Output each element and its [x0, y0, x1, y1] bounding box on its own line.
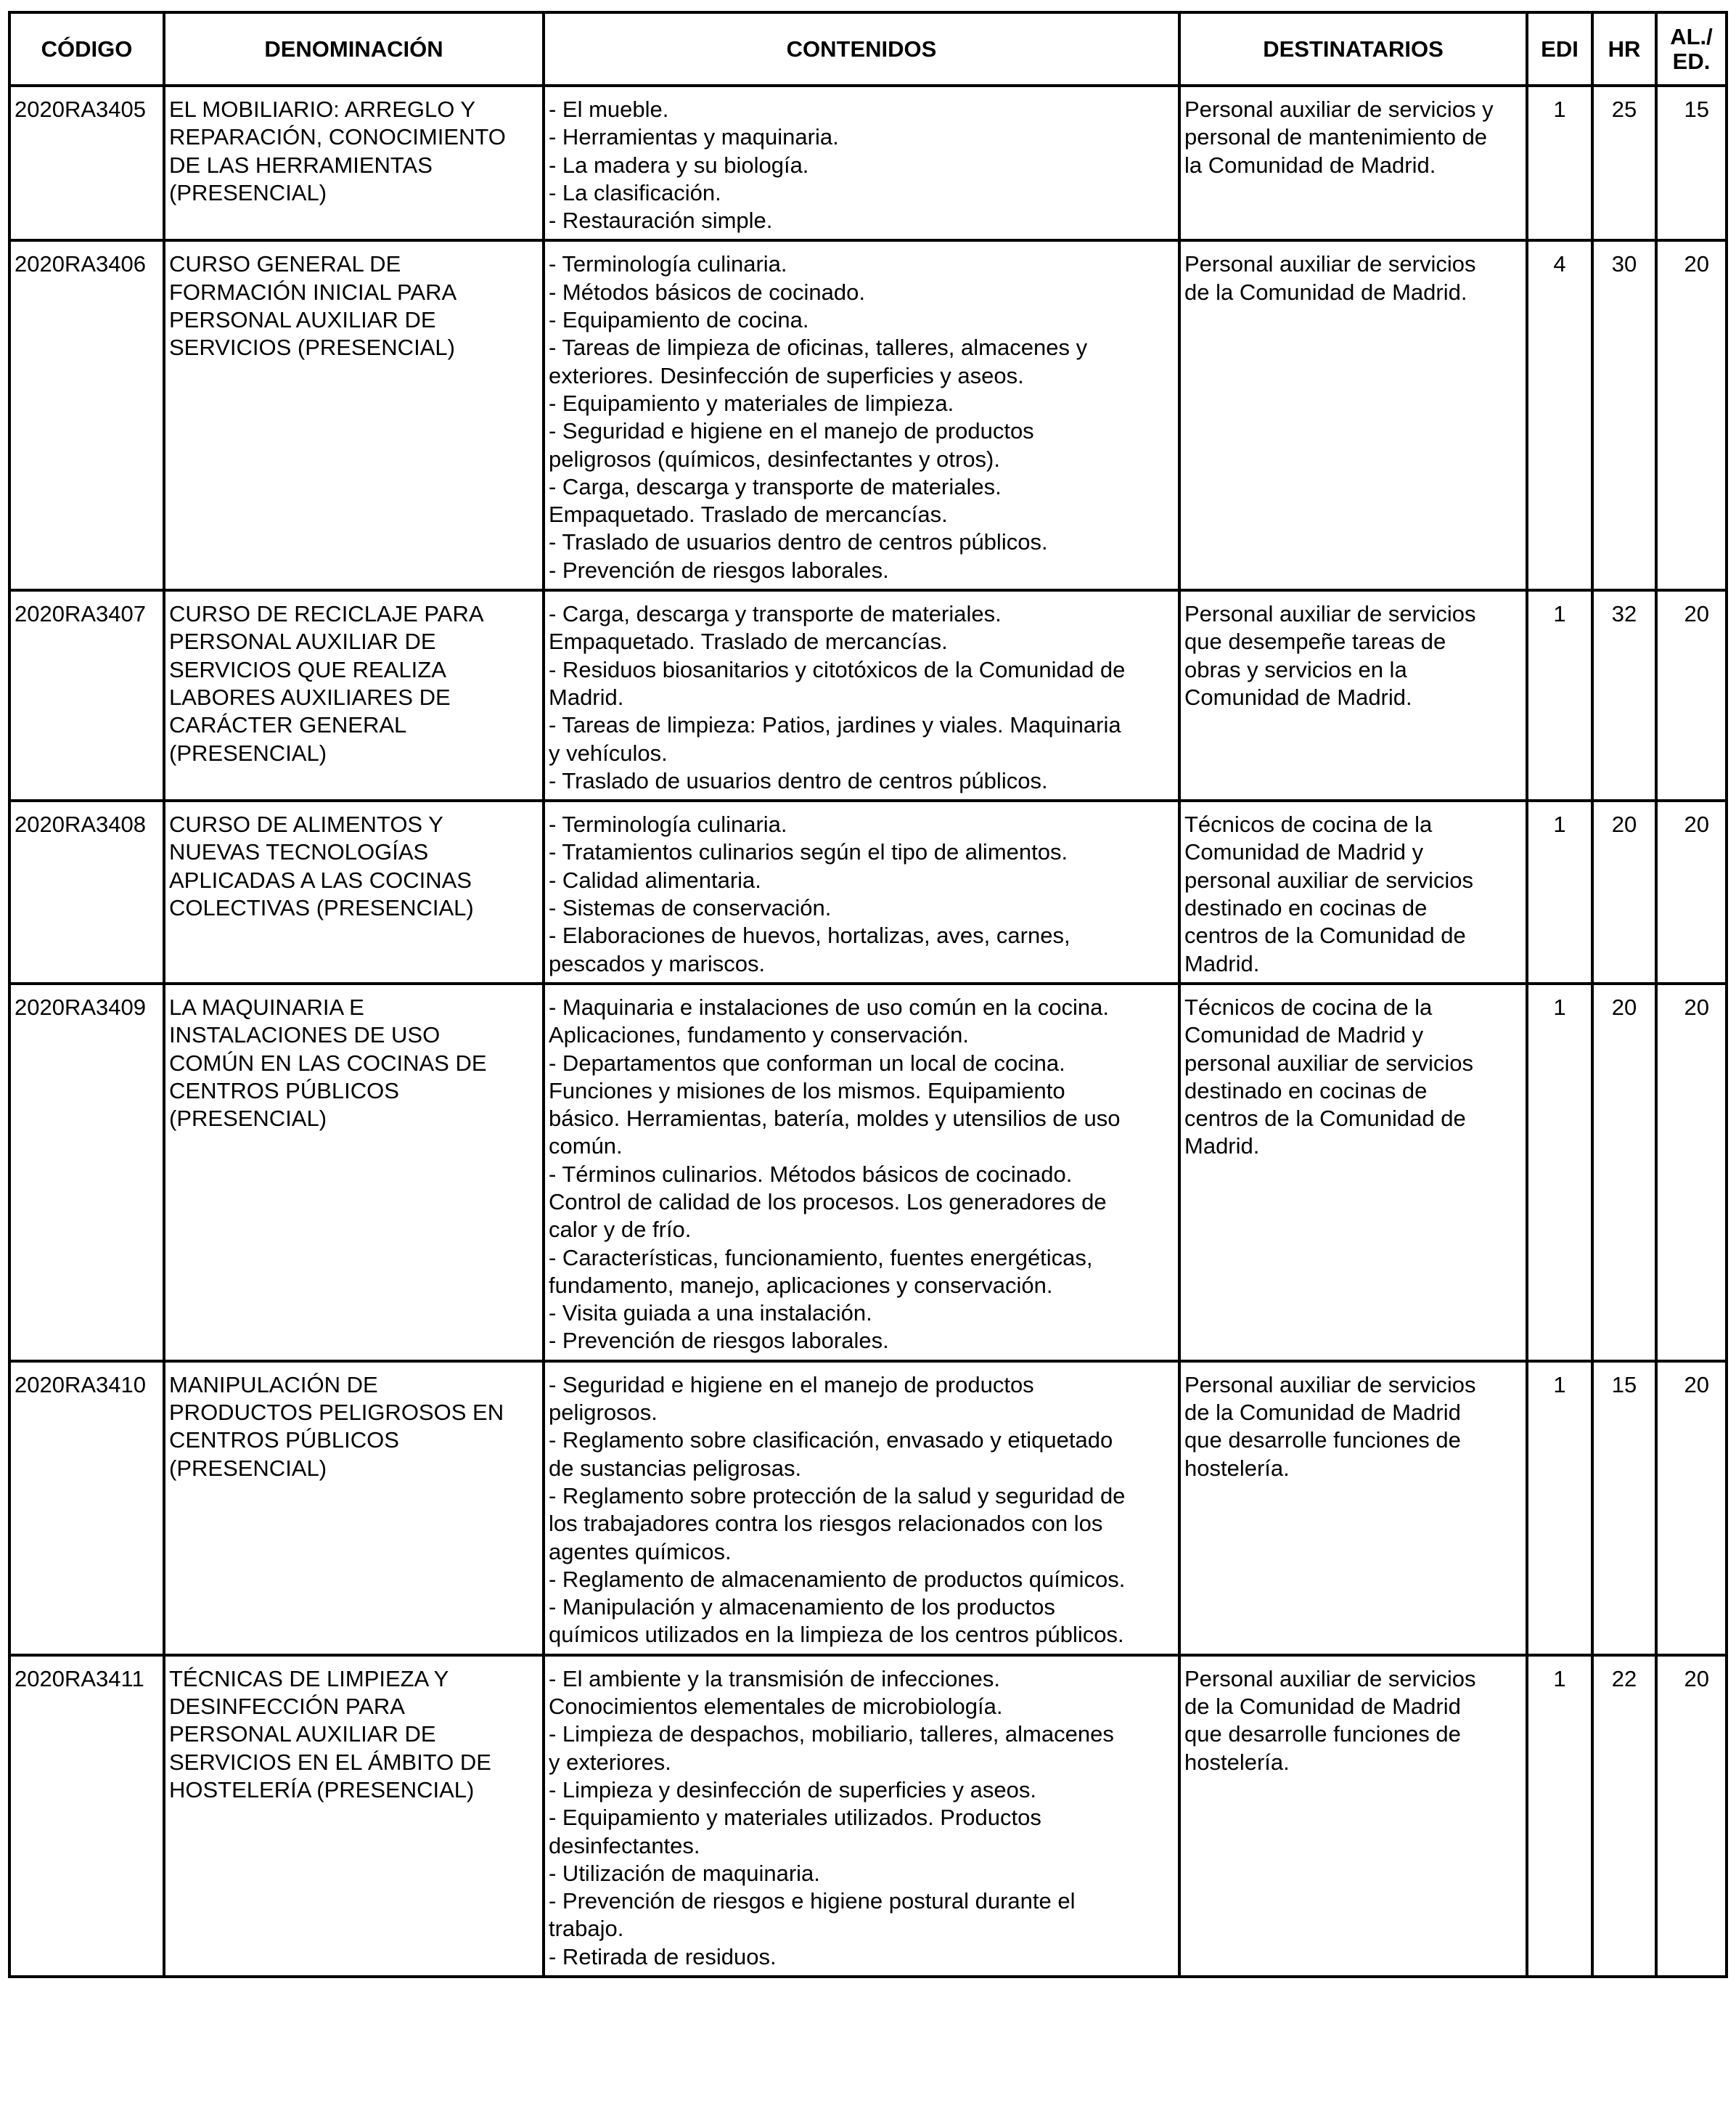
cell-codigo: 2020RA3405 — [9, 86, 164, 240]
cell-contenidos: - Maquinaria e instalaciones de uso común en la cocina. Aplicaciones, fundamento y conservación. - Departamentos que conforman un local de cocina. Funciones y misiones de los mismos. Equipamiento básico. Herramientas, batería, moldes y utensilios de uso común. - Términos culinarios. Métodos básicos de cocinado. Control de calidad de los procesos. Los generadores de calor y de frío. - Características, funcionamiento, fuentes energéticas, fundamento, manejo, aplicaciones y conservación. - Visita guiada a una instalación. - Prevención de riesgos laborales. — [544, 984, 1179, 1361]
cell-contenidos: - El ambiente y la transmisión de infecciones. Conocimientos elementales de microbiología. - Limpieza de despachos, mobiliario, talleres, almacenes y exteriores. - Limpieza y desinfección de superficies y aseos. - Equipamiento y materiales utilizados. Productos desinfectantes. - Utilización de maquinaria. - Prevención de riesgos e higiene postural durante el trabajo. - Retirada de residuos. — [544, 1655, 1179, 1977]
cell-codigo: 2020RA3411 — [9, 1655, 164, 1977]
table-row — [9, 240, 1727, 590]
cell-denominacion: CURSO DE ALIMENTOS Y NUEVAS TECNOLOGÍAS APLICADAS A LAS COCINAS COLECTIVAS (PRESENCIAL) — [164, 801, 544, 984]
cell-contenidos: - Carga, descarga y transporte de materiales. Empaquetado. Traslado de mercancías. - Residuos biosanitarios y citotóxicos de la Comunidad de Madrid. - Tareas de limpieza: Patios, jardines y viales. Maquinaria y vehículos. - Traslado de usuarios dentro de centros públicos. — [544, 590, 1179, 801]
header-al-ed: AL./ ED. — [1656, 12, 1727, 86]
header-hr: HR — [1592, 12, 1656, 86]
cell-contenidos: - Terminología culinaria. - Tratamientos culinarios según el tipo de alimentos. - Calidad alimentaria. - Sistemas de conservación. - Elaboraciones de huevos, hortalizas, aves, carnes, pescados y mariscos. — [544, 801, 1179, 984]
cell-destinatarios: Técnicos de cocina de la Comunidad de Madrid y personal auxiliar de servicios destinado en cocinas de centros de la Comunidad de Madrid. — [1179, 801, 1527, 984]
cell-edi: 1 — [1527, 86, 1592, 240]
cell-al-ed: 20 — [1656, 1655, 1727, 1977]
cell-edi: 1 — [1527, 1655, 1592, 1977]
cell-denominacion: EL MOBILIARIO: ARREGLO Y REPARACIÓN, CONOCIMIENTO DE LAS HERRAMIENTAS (PRESENCIAL) — [164, 86, 544, 240]
cell-edi: 4 — [1527, 240, 1592, 590]
cell-denominacion: CURSO GENERAL DE FORMACIÓN INICIAL PARA PERSONAL AUXILIAR DE SERVICIOS (PRESENCIAL) — [164, 240, 544, 590]
header-edi: EDI — [1527, 12, 1592, 86]
table-row — [9, 590, 1727, 801]
cell-destinatarios: Personal auxiliar de servicios que desempeñe tareas de obras y servicios en la Comunidad de Madrid. — [1179, 590, 1527, 801]
cell-al-ed: 20 — [1656, 801, 1727, 984]
cell-destinatarios: Personal auxiliar de servicios y personal de mantenimiento de la Comunidad de Madrid. — [1179, 86, 1527, 240]
table-row — [9, 801, 1727, 984]
cell-denominacion: MANIPULACIÓN DE PRODUCTOS PELIGROSOS EN CENTROS PÚBLICOS (PRESENCIAL) — [164, 1361, 544, 1655]
header-contenidos: CONTENIDOS — [544, 12, 1179, 86]
cell-hr: 30 — [1592, 240, 1656, 590]
cell-al-ed: 20 — [1656, 984, 1727, 1361]
header-row — [9, 12, 1727, 86]
cell-codigo: 2020RA3406 — [9, 240, 164, 590]
cell-codigo: 2020RA3407 — [9, 590, 164, 801]
cell-contenidos: - Terminología culinaria. - Métodos básicos de cocinado. - Equipamiento de cocina. - Tareas de limpieza de oficinas, talleres, almacenes y exteriores. Desinfección de superficies y aseos. - Equipamiento y materiales de limpieza. - Seguridad e higiene en el manejo de productos peligrosos (químicos, desinfectantes y otros). - Carga, descarga y transporte de materiales. Empaquetado. Traslado de mercancías. - Traslado de usuarios dentro de centros públicos. - Prevención de riesgos laborales. — [544, 240, 1179, 590]
cell-hr: 15 — [1592, 1361, 1656, 1655]
cell-destinatarios: Técnicos de cocina de la Comunidad de Madrid y personal auxiliar de servicios destinado en cocinas de centros de la Comunidad de Madrid. — [1179, 984, 1527, 1361]
cell-contenidos: - Seguridad e higiene en el manejo de productos peligrosos. - Reglamento sobre clasificación, envasado y etiquetado de sustancias peligrosas. - Reglamento sobre protección de la salud y seguridad de los trabajadores contra los riesgos relacionados con los agentes químicos. - Reglamento de almacenamiento de productos químicos. - Manipulación y almacenamiento de los productos químicos utilizados en la limpieza de los centros públicos. — [544, 1361, 1179, 1655]
cell-denominacion: LA MAQUINARIA E INSTALACIONES DE USO COMÚN EN LAS COCINAS DE CENTROS PÚBLICOS (PRESENCIAL) — [164, 984, 544, 1361]
cell-hr: 20 — [1592, 984, 1656, 1361]
table-row — [9, 86, 1727, 240]
cell-contenidos: - El mueble. - Herramientas y maquinaria. - La madera y su biología. - La clasificación. - Restauración simple. — [544, 86, 1179, 240]
cell-denominacion: CURSO DE RECICLAJE PARA PERSONAL AUXILIAR DE SERVICIOS QUE REALIZA LABORES AUXILIARES DE CARÁCTER GENERAL (PRESENCIAL) — [164, 590, 544, 801]
cell-destinatarios: Personal auxiliar de servicios de la Comunidad de Madrid que desarrolle funciones de hostelería. — [1179, 1655, 1527, 1977]
cell-edi: 1 — [1527, 590, 1592, 801]
table-row — [9, 1655, 1727, 1977]
header-codigo: CÓDIGO — [9, 12, 164, 86]
cell-al-ed: 20 — [1656, 590, 1727, 801]
cell-destinatarios: Personal auxiliar de servicios de la Comunidad de Madrid. — [1179, 240, 1527, 590]
cell-denominacion: TÉCNICAS DE LIMPIEZA Y DESINFECCIÓN PARA PERSONAL AUXILIAR DE SERVICIOS EN EL ÁMBITO DE HOSTELERÍA (PRESENCIAL) — [164, 1655, 544, 1977]
header-denominacion: DENOMINACIÓN — [164, 12, 544, 86]
table-row — [9, 1361, 1727, 1655]
cell-codigo: 2020RA3410 — [9, 1361, 164, 1655]
table-row — [9, 984, 1727, 1361]
cell-edi: 1 — [1527, 984, 1592, 1361]
course-table-document — [8, 11, 1728, 1978]
cell-edi: 1 — [1527, 1361, 1592, 1655]
cell-al-ed: 20 — [1656, 1361, 1727, 1655]
cell-hr: 32 — [1592, 590, 1656, 801]
cell-destinatarios: Personal auxiliar de servicios de la Comunidad de Madrid que desarrolle funciones de hostelería. — [1179, 1361, 1527, 1655]
cell-al-ed: 20 — [1656, 240, 1727, 590]
cell-hr: 20 — [1592, 801, 1656, 984]
cell-hr: 22 — [1592, 1655, 1656, 1977]
cell-edi: 1 — [1527, 801, 1592, 984]
cell-codigo: 2020RA3408 — [9, 801, 164, 984]
header-destinatarios: DESTINATARIOS — [1179, 12, 1527, 86]
cell-al-ed: 15 — [1656, 86, 1727, 240]
cell-hr: 25 — [1592, 86, 1656, 240]
cell-codigo: 2020RA3409 — [9, 984, 164, 1361]
course-table — [8, 11, 1728, 1978]
